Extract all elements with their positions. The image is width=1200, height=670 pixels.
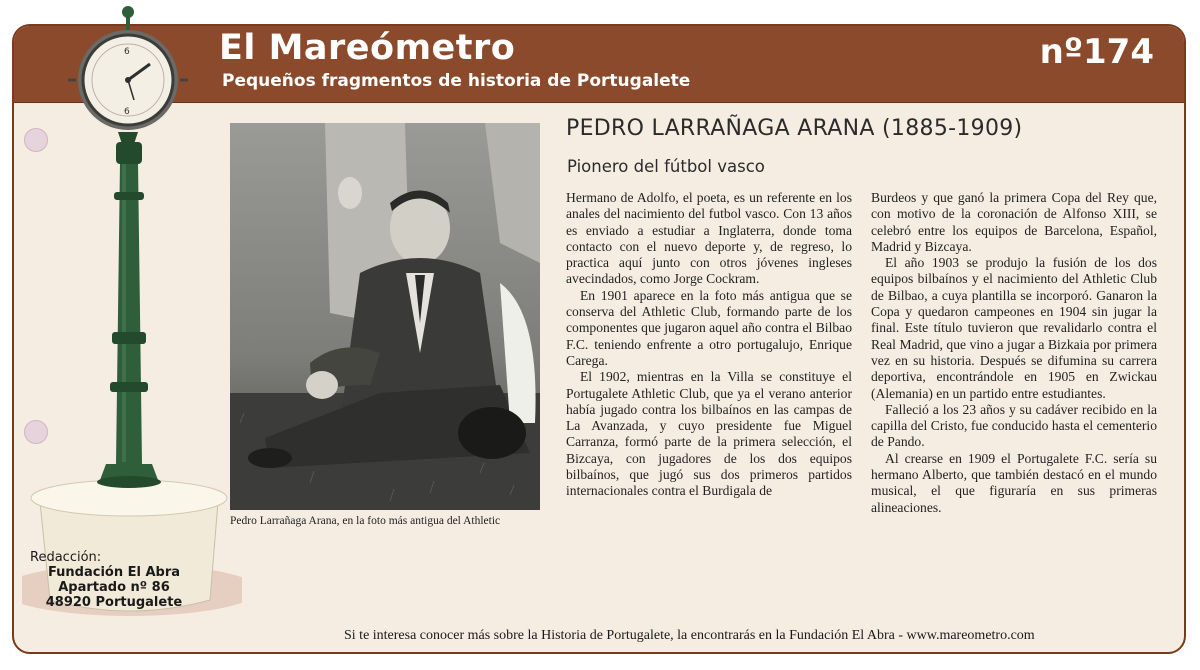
paragraph: En 1901 aparece en la foto más antigua que se conserva del Athletic Club, formando parte de los componentes que jugaron aquel año contra el Bilbao F.C. teniendo enfrente a otro portugalujo, Enrique Carega.: [566, 287, 852, 368]
article-column-2: [871, 190, 1157, 516]
article-subtitle: Pionero del fútbol vasco: [567, 157, 765, 176]
paragraph: El 1902, mientras en la Villa se constituye el Portugalete Athletic Club, que ya el verano anterior había jugado contra los bilbaínos en las campas de La Avanzada, y cuyo presidente fue Miguel Carranza, formó parte de la primera selección, el Bizcaya, con jugadores de los dos equipos bilbaínos, que jugó sus dos primeros partidos internacionales contra el Burdigala de: [566, 369, 852, 499]
paragraph: Burdeos y que ganó la primera Copa del Rey que, con motivo de la coronación de Alfonso XIII, se celebró entre los equipos de Barcelona, Español, Madrid y Bizcaya.: [871, 190, 1157, 254]
svg-text:6: 6: [124, 107, 130, 117]
svg-text:6: 6: [124, 47, 130, 57]
newsletter-subtitle: Pequeños fragmentos de historia de Portugalete: [222, 71, 691, 91]
paragraph: Hermano de Adolfo, el poeta, es un referente en los anales del nacimiento del futbol vasco. Con 13 años es enviado a estudiar a Inglaterra, donde toma contacto con el nuevo deporte y, de regreso, lo practica aquí junto con otros jóvenes ingleses avecindados, como Jorge Cockram.: [566, 190, 852, 287]
issue-number: nº174: [1039, 32, 1154, 72]
credits-organization: Fundación El Abra: [47, 565, 181, 580]
article-column-1: [566, 190, 852, 500]
paragraph: Falleció a los 23 años y su cadáver recibido en la capilla del Cristo, fue conducido hasta el cementerio de Pando.: [871, 401, 1157, 450]
photo-caption: Pedro Larrañaga Arana, en la foto más antigua del Athletic: [230, 515, 501, 527]
paragraph: El año 1903 se produjo la fusión de los dos equipos bilbaínos y el nacimiento del Athletic Club de Bilbao, a cuya plantilla se incorporó. Ganaron la Copa y quedaron campeones en 1904 sin jugar la final. Este título tuvieron que revalidarlo contra el Real Madrid, que vino a jugar a Bizkaia por primera vez en su historia. Después se difumina su carrera deportiva, encontrándole en 1905 en Zwickau (Alemania) en un partido entre estudiantes.: [871, 255, 1157, 401]
credits-po-box: Apartado nº 86: [58, 580, 170, 595]
credits-label: Redacción:: [30, 550, 102, 565]
credits-postal-address: 48920 Portugalete: [45, 595, 183, 610]
historical-photo: [230, 123, 540, 510]
football-player-photo-icon: [230, 123, 540, 510]
paragraph: Al crearse en 1909 el Portugalete F.C. sería su hermano Alberto, que también destacó en el mundo musical, el que figuraría en sus primeras alineaciones.: [871, 450, 1157, 515]
newsletter-title: El Mareómetro: [219, 28, 516, 68]
article-title: PEDRO LARRAÑAGA ARANA (1885-1909): [566, 116, 1023, 141]
footer-note: Si te interesa conocer más sobre la Historia de Portugalete, la encontrarás en la Fundación El Abra - www.mareometro.com: [344, 628, 1035, 643]
editorial-credits: [30, 550, 220, 610]
